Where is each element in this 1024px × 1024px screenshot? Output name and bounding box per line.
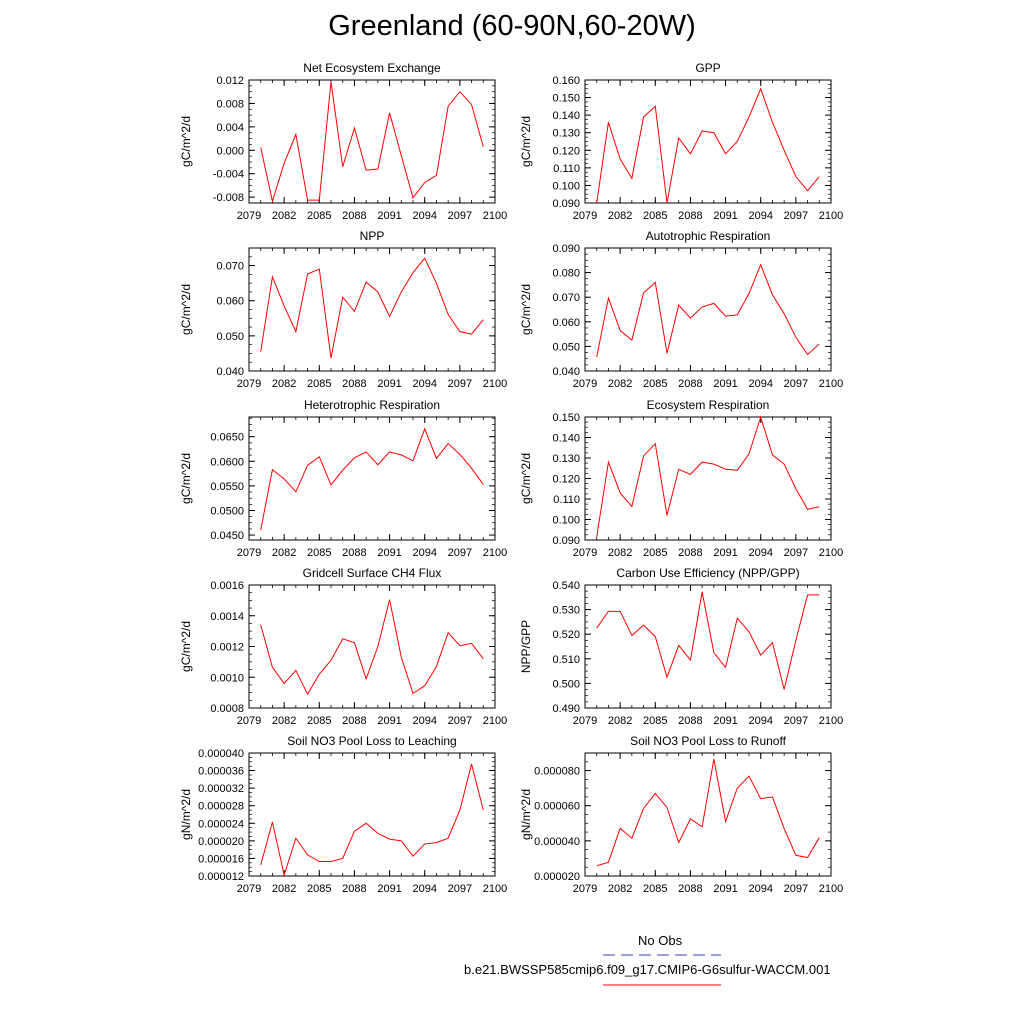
x-tick-label: 2082 [607,715,633,727]
series-line [261,258,484,358]
y-tick-label: 0.080 [552,267,580,280]
y-tick-label: 0.060 [552,316,580,329]
y-axis-label: gC/m^2/d [179,116,193,167]
y-tick-label: 0.100 [552,180,580,193]
y-tick-label: 0.090 [552,243,580,255]
x-tick-label: 2079 [236,547,262,559]
y-axis-label: NPP/GPP [519,619,533,674]
x-tick-label: 2079 [572,378,598,390]
y-tick-label: 0.070 [552,292,580,305]
x-tick-label: 2088 [342,715,367,727]
plot-frame [249,80,495,203]
x-tick-label: 2100 [482,210,508,222]
x-tick-label: 2085 [307,378,332,390]
y-tick-label: 0.510 [552,653,580,666]
y-tick-label: 0.0500 [210,505,244,518]
y-tick-label: 0.000032 [198,783,244,796]
y-axis-label: gC/m^2/d [179,284,193,335]
x-tick-label: 2079 [572,210,598,222]
x-tick-label: 2085 [643,715,668,727]
y-tick-label: 0.000028 [198,800,244,813]
y-tick-label: 0.0008 [210,703,244,715]
legend-model-label: b.e21.BWSSP585cmip6.f09_g17.CMIP6-G6sulfur-WACCM.001 [464,962,831,977]
panel-title: Ecosystem Respiration [646,398,770,412]
y-tick-label: 0.130 [552,453,580,465]
x-tick-label: 2085 [643,378,668,390]
x-tick-label: 2097 [447,210,473,222]
panel-title: GPP [695,61,721,75]
x-tick-label: 2100 [482,883,508,895]
x-tick-label: 2100 [482,547,508,559]
x-tick-label: 2094 [748,210,773,222]
y-axis-label: gC/m^2/d [179,621,193,672]
x-tick-label: 2094 [748,378,773,390]
y-tick-label: -0.008 [212,192,244,205]
y-tick-label: 0.000036 [198,765,244,778]
y-tick-label: 0.530 [552,604,580,617]
y-tick-label: 0.0650 [210,431,244,444]
x-tick-label: 2100 [482,378,508,390]
y-tick-label: 0.140 [552,110,580,123]
chart-panel-5 [179,398,507,559]
y-tick-label: 0.000024 [198,818,244,831]
y-axis-label: gN/m^2/d [519,789,533,840]
panel-title: Carbon Use Efficiency (NPP/GPP) [616,566,800,580]
chart-panel-8 [519,566,843,727]
x-tick-label: 2082 [271,547,297,559]
x-tick-label: 2085 [307,547,332,559]
panel-title: Soil NO3 Pool Loss to Runoff [630,734,786,748]
y-tick-label: 0.500 [552,678,580,691]
x-tick-label: 2082 [607,547,633,559]
y-axis-label: gC/m^2/d [519,453,533,504]
panel-title: Gridcell Surface CH4 Flux [302,566,442,580]
x-tick-label: 2091 [713,715,738,727]
y-tick-label: 0.040 [552,366,580,378]
x-tick-label: 2085 [307,715,332,727]
y-tick-label: 0.0010 [210,672,244,685]
y-tick-label: 0.000040 [198,748,244,760]
y-tick-label: 0.110 [553,494,580,506]
chart-panel-4 [519,229,843,390]
x-tick-label: 2091 [713,378,738,390]
y-tick-label: 0.0600 [210,456,244,469]
x-tick-label: 2082 [271,210,297,222]
x-tick-label: 2097 [447,547,473,559]
y-tick-label: 0.090 [552,198,580,210]
panel-title: Autotrophic Respiration [645,229,771,243]
x-tick-label: 2091 [377,210,402,222]
x-tick-label: 2088 [342,210,367,222]
x-tick-label: 2085 [307,883,332,895]
y-tick-label: 0.090 [552,535,580,547]
y-axis-label: gC/m^2/d [519,284,533,335]
panel-title: Soil NO3 Pool Loss to Leaching [287,734,457,748]
x-tick-label: 2082 [271,715,297,727]
x-tick-label: 2079 [236,378,262,390]
x-tick-label: 2094 [748,715,773,727]
x-tick-label: 2094 [412,883,437,895]
x-tick-label: 2094 [412,715,437,727]
y-tick-label: 0.150 [552,92,580,105]
x-tick-label: 2094 [412,210,437,222]
panel-title: Heterotrophic Respiration [303,398,441,412]
y-tick-label: 0.0012 [210,641,244,654]
plot-frame [249,417,495,540]
chart-panel-10 [519,734,843,895]
x-tick-label: 2088 [678,547,703,559]
y-tick-label: 0.000012 [198,871,244,883]
x-tick-label: 2088 [342,547,367,559]
y-tick-label: 0.0016 [210,580,244,592]
y-tick-label: 0.490 [552,703,580,715]
x-tick-label: 2082 [607,883,633,895]
x-tick-label: 2079 [236,715,262,727]
series-line [261,764,484,875]
series-line [597,592,820,690]
y-tick-label: 0.000016 [198,853,244,866]
x-tick-label: 2082 [271,378,297,390]
plot-frame [249,585,495,708]
x-tick-label: 2079 [236,883,262,895]
chart-panel-7 [179,566,507,727]
x-tick-label: 2091 [713,210,738,222]
chart-panel-9 [179,734,507,895]
chart-panel-2 [519,61,843,222]
x-tick-label: 2100 [482,715,508,727]
y-tick-label: 0.110 [553,162,580,175]
x-tick-label: 2100 [818,883,844,895]
chart-panel-6 [519,398,843,559]
x-tick-label: 2097 [447,715,473,727]
x-tick-label: 2088 [342,378,367,390]
y-tick-label: 0.040 [216,366,244,378]
series-line [261,82,484,201]
plot-frame [585,417,831,540]
x-tick-label: 2088 [678,883,703,895]
x-tick-label: 2097 [783,547,809,559]
x-tick-label: 2085 [643,547,668,559]
x-tick-label: 2094 [412,378,437,390]
y-tick-label: 0.130 [552,127,580,140]
y-axis-label: gN/m^2/d [179,789,193,840]
series-line [261,600,484,695]
y-tick-label: 0.540 [552,580,580,592]
chart-panel-1 [179,61,507,222]
x-tick-label: 2091 [377,378,402,390]
y-tick-label: 0.000040 [534,835,580,848]
panel-title: NPP [359,229,385,243]
x-tick-label: 2079 [572,883,598,895]
y-tick-label: 0.000 [216,145,244,158]
x-tick-label: 2079 [572,547,598,559]
series-line [597,265,820,357]
series-line [261,429,484,530]
y-tick-label: 0.150 [552,412,580,424]
plot-frame [585,753,831,876]
x-tick-label: 2091 [713,883,738,895]
x-tick-label: 2094 [748,547,773,559]
page-title: Greenland (60-90N,60-20W) [328,10,696,42]
y-tick-label: 0.012 [216,75,244,87]
x-tick-label: 2094 [412,547,437,559]
y-tick-label: 0.050 [552,341,580,354]
y-tick-label: 0.000020 [534,871,580,883]
series-line [597,417,820,537]
x-tick-label: 2097 [783,210,809,222]
x-tick-label: 2088 [678,715,703,727]
y-tick-label: 0.0450 [210,530,244,543]
x-tick-label: 2091 [713,547,738,559]
y-tick-label: 0.120 [552,473,580,486]
y-tick-label: 0.008 [216,98,244,111]
x-tick-label: 2094 [748,883,773,895]
x-tick-label: 2088 [678,210,703,222]
y-tick-label: 0.004 [216,121,244,134]
x-tick-label: 2100 [818,210,844,222]
plot-frame [585,80,831,203]
x-tick-label: 2097 [447,378,473,390]
x-tick-label: 2091 [377,883,402,895]
x-tick-label: 2100 [818,547,844,559]
y-tick-label: 0.000080 [534,765,580,778]
x-tick-label: 2100 [818,378,844,390]
y-tick-label: 0.0014 [210,610,244,623]
y-tick-label: 0.000060 [534,800,580,813]
x-tick-label: 2100 [818,715,844,727]
x-tick-label: 2085 [643,883,668,895]
y-tick-label: 0.120 [552,145,580,158]
x-tick-label: 2088 [342,883,367,895]
y-tick-label: 0.070 [216,260,244,273]
x-tick-label: 2097 [783,883,809,895]
y-tick-label: 0.000020 [198,835,244,848]
y-tick-label: -0.004 [212,168,244,181]
x-tick-label: 2082 [607,378,633,390]
panel-title: Net Ecosystem Exchange [303,61,441,75]
x-tick-label: 2079 [572,715,598,727]
x-tick-label: 2097 [447,883,473,895]
plot-frame [585,248,831,371]
y-tick-label: 0.160 [552,75,580,87]
y-tick-label: 0.060 [216,295,244,308]
series-line [597,759,820,866]
series-line [597,89,820,203]
x-tick-label: 2079 [236,210,262,222]
x-tick-label: 2097 [783,715,809,727]
y-tick-label: 0.050 [216,330,244,343]
y-tick-label: 0.100 [552,514,580,527]
x-tick-label: 2082 [271,883,297,895]
y-axis-label: gC/m^2/d [179,453,193,504]
legend-obs-label: No Obs [638,933,683,948]
y-tick-label: 0.520 [552,629,580,642]
x-tick-label: 2091 [377,547,402,559]
x-tick-label: 2088 [678,378,703,390]
x-tick-label: 2082 [607,210,633,222]
x-tick-label: 2091 [377,715,402,727]
x-tick-label: 2097 [783,378,809,390]
y-tick-label: 0.0550 [210,480,244,493]
y-tick-label: 0.140 [552,432,580,445]
chart-panel-3 [179,229,507,390]
x-tick-label: 2085 [643,210,668,222]
x-tick-label: 2085 [307,210,332,222]
y-axis-label: gC/m^2/d [519,116,533,167]
